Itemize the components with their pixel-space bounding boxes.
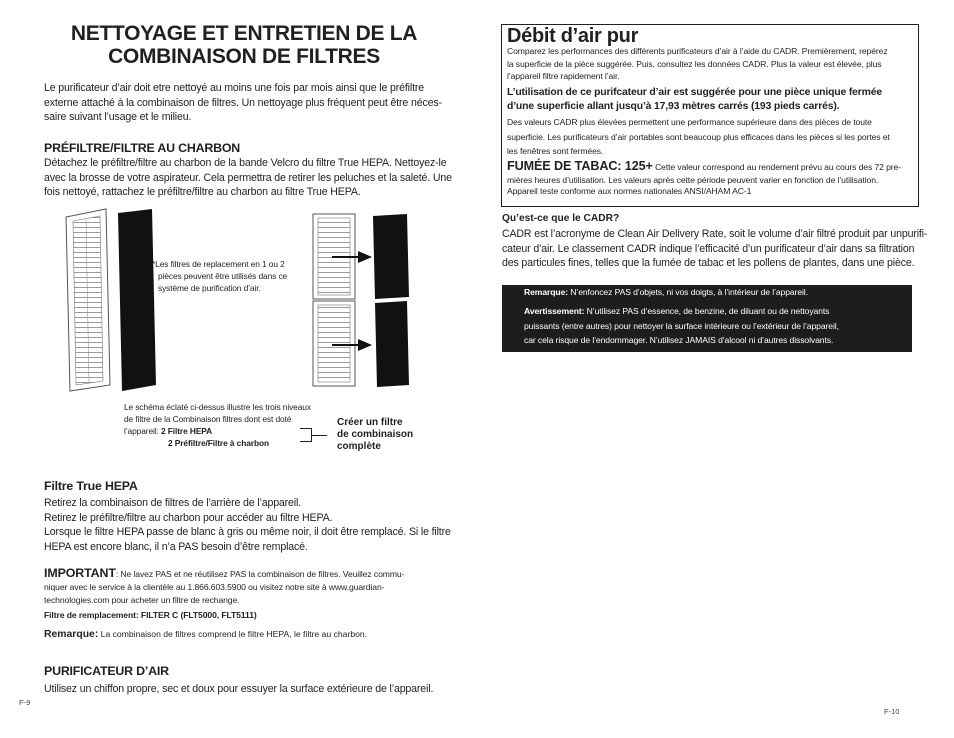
caption-charbon: 2 Préfiltre/Filtre à charbon — [168, 438, 269, 448]
cadr-definition: CADR est l’acronyme de Clean Air Delivery Rate, soit le volume d’air filtré produit par unpurifi- cateur d’air. Le classement CADR indique l’efficacité d’un purificateur d’air dans sa filtration des particules fines, telles que la fumée de tabac et les pollens de plantes, dans une pièce. — [502, 228, 928, 269]
carbon-prefilter-top — [373, 214, 409, 299]
purifier-paragraph: Utilisez un chiffon propre, sec et doux pour essuyer la surface extérieure de l’appareil. — [44, 683, 434, 695]
cadr-question-heading: Qu’est-ce que le CADR? — [502, 213, 620, 224]
warning-box: Remarque: N’enfoncez PAS d’objets, ni vos doigts, à l’intérieur de l’appareil. Avertissement: N’utilisez PAS d’essence, de benzine, de diluant ou de nettoyants puissants (entre autres) pour nettoyer la surface intérieure ou l’extérieur de l’appareil, car cela risque de l’endommager. N’utilisez JAMAIS d’alcool ni d’autres dissolvants. — [502, 285, 912, 352]
carbon-prefilter-bottom — [375, 301, 409, 387]
cadr-room-size: L’utilisation de ce purifcateur d’air est suggérée pour une pièce unique fermée d’une superficie allant jusqu’à 17,93 mètres carrés (193 pieds carrés). — [507, 87, 883, 112]
diagram-note: *Les filtres de replacement en 1 ou 2 pièces peuvent être utilisés dans ce système de purification d’air. — [152, 259, 288, 293]
bracket-label: Créer un filtre de combinaison complète — [337, 417, 414, 452]
prefilter-heading: PRÉFILTRE/FILTRE AU CHARBON — [44, 141, 241, 155]
purifier-heading: PURIFICATEUR D’AIR — [44, 664, 169, 678]
important-notice: IMPORTANT: Ne lavez PAS et ne réutilisez PAS la combinaison de filtres. Veuillez commu- niquer avec le service à la clientèle au 1.866.603.5900 ou visitez notre site à www.guardian- technologies.com pour acheter un filtre de rechange. — [44, 566, 405, 605]
cadr-intro: Comparez les performances des différents purificateurs d’air à l’aide du CADR. Premièrement, repérez la superficie de la pièce suggérée. Puis, consultez les données CADR. Plus la valeur est élevée, plus l’appareil filtre rapidement l’air. — [507, 46, 888, 81]
remarque-note: Remarque: La combinaison de filtres comprend le filtre HEPA, le filtre au charbon. — [44, 629, 368, 640]
cadr-note: Des valeurs CADR plus élevées permettent une performance supérieure dans des pièces de toute superficie. Les purificateurs d’air portables sont beaucoup plus efficaces dans les pièces si les portes et les fenêtres sont fermées. — [507, 117, 890, 156]
hepa-heading: Filtre True HEPA — [44, 479, 138, 493]
caption-hepa: 2 Filtre HEPA — [160, 426, 213, 436]
hepa-filter-assembled — [66, 209, 110, 391]
intro-paragraph: Le purificateur d’air doit etre nettoyé au moins une fois par mois ainsi que le préfiltre externe attaché à la combinaison de filtres. Un nettoyage plus fréquent peut être néces- saire suivant l’usage et le milieu. — [44, 82, 442, 123]
hepa-paragraph: Retirez la combinaison de filtres de l’arrière de l’appareil. Retirez le préfiltre/filtre au charbon pour accéder au filtre HEPA. Lorsque le filtre HEPA passe de blanc à gris ou même noir, il doit être remplacé. Si le filtre HEPA est encore blanc, il n’a PAS besoin d’être remplacé. — [44, 497, 451, 553]
page-number-left: F-9 — [19, 698, 31, 707]
prefilter-paragraph: Détachez le préfiltre/filtre au charbon de la bande Velcro du filtre True HEPA. Nettoyez-le avec la brosse de votre aspirateur. Cela permettra de retirer les peluches et la saleté. Une fois nettoyé, rattachez le préfiltre/filtre au charbon au filtre True HEPA. — [44, 157, 452, 198]
carbon-prefilter-assembled — [118, 209, 156, 391]
filter-diagram — [60, 205, 420, 395]
tobacco-smoke: FUMÉE DE TABAC: 125+ Cette valeur correspond au rendement prévu au cours des 72 pre- mières heures d’utilisation. Les valeurs après cette période peuvent varier en fonction de l’utilisation. Appareil teste conforme aux normes nationales ANSI/AHAM AC-1 — [507, 159, 901, 196]
diagram-caption: Le schéma éclaté ci-dessus illustre les trois niveaux de filtre de la Combinaison filtres dont est doté l’appareil: 2 Filtre HEPA 2 Préfiltre/Filtre à charbon — [124, 402, 311, 448]
hepa-filter-bottom — [313, 301, 355, 386]
page-title: NETTOYAGE ET ENTRETIEN DE LA COMBINAISON DE FILTRES — [70, 22, 418, 68]
replacement-filter: Filtre de remplacement: FILTER C (FLT5000, FLT5111) — [44, 610, 257, 620]
cadr-title: Débit d’air pur — [507, 25, 639, 47]
page-number-right: F-10 — [884, 707, 900, 716]
